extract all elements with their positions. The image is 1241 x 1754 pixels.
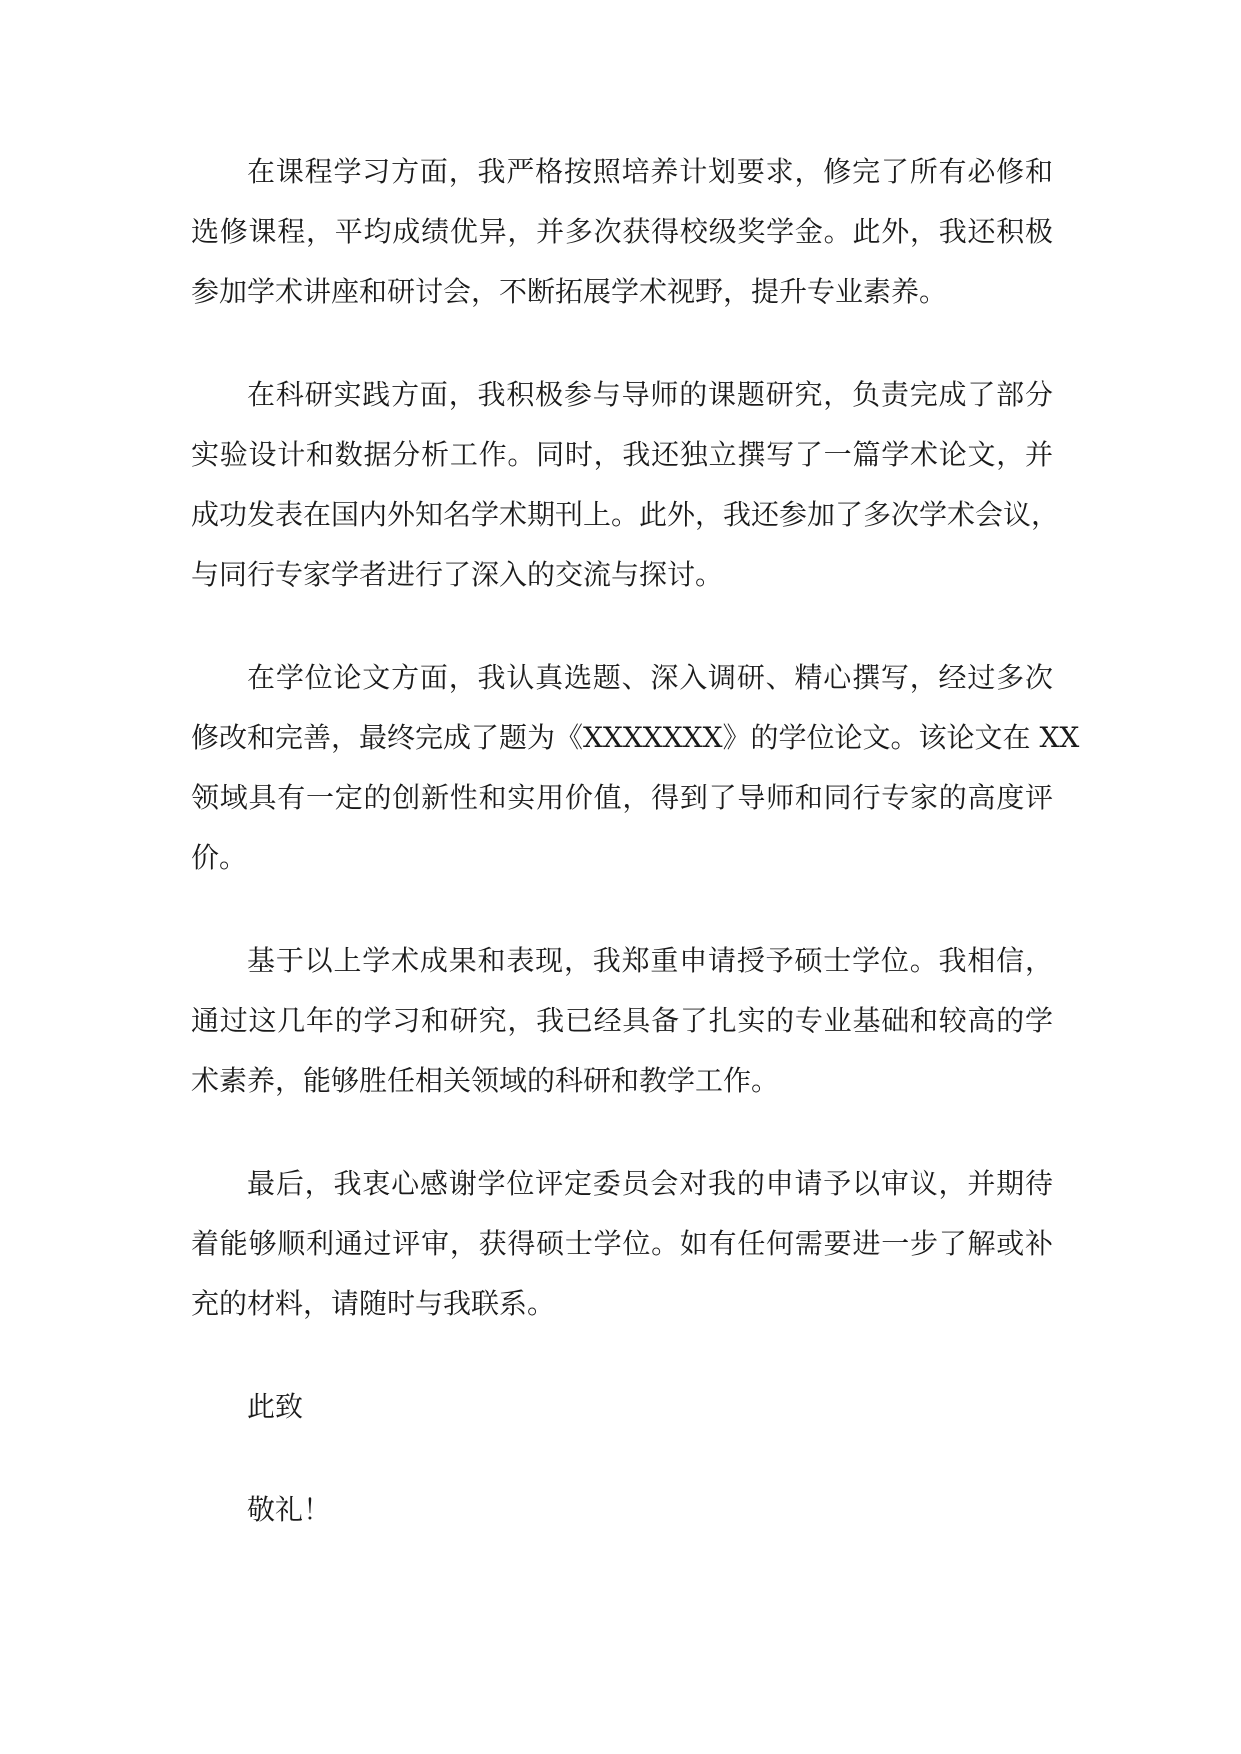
paragraph-line: 实验设计和数据分析工作。同时，我还独立撰写了一篇学术论文，并: [191, 438, 1053, 471]
paragraph-course-study: [191, 142, 1053, 322]
paragraph-spacer: [191, 322, 1053, 365]
paragraph-line: 领域具有一定的创新性和实用价值，得到了导师和同行专家的高度评: [191, 781, 1053, 814]
paragraph-spacer: [191, 888, 1053, 931]
paragraph-line: 修改和完善，最终完成了题为《XXXXXXX》的学位论文。该论文在 XX: [191, 721, 1080, 754]
closing-regards: 敬礼！: [247, 1493, 332, 1526]
paragraph-line: 在课程学习方面，我严格按照培养计划要求，修完了所有必修和: [247, 155, 1053, 188]
paragraph-thanks: [191, 1154, 1053, 1334]
paragraph-line: 通过这几年的学习和研究，我已经具备了扎实的专业基础和较高的学: [191, 1004, 1053, 1037]
paragraph-line: 充的材料，请随时与我联系。: [191, 1287, 556, 1320]
paragraph-spacer: [191, 605, 1053, 648]
letter-body: [191, 142, 1080, 1540]
paragraph-line: 着能够顺利通过评审，获得硕士学位。如有任何需要进一步了解或补: [191, 1227, 1053, 1260]
paragraph-line: 成功发表在国内外知名学术期刊上。此外，我还参加了多次学术会议，: [191, 498, 1060, 531]
paragraph-line: 术素养，能够胜任相关领域的科研和教学工作。: [191, 1064, 780, 1097]
paragraph-spacer: [191, 1111, 1053, 1154]
paragraph-line: 在科研实践方面，我积极参与导师的课题研究，负责完成了部分: [247, 378, 1053, 411]
paragraph-research-practice: [191, 365, 1060, 605]
paragraph-spacer: [191, 1437, 1053, 1480]
paragraph-degree-application: [191, 931, 1053, 1111]
paragraph-line: 选修课程，平均成绩优异，并多次获得校级奖学金。此外，我还积极: [191, 215, 1053, 248]
paragraph-line: 价。: [191, 841, 248, 874]
paragraph-thesis: [191, 648, 1080, 888]
paragraph-line: 基于以上学术成果和表现，我郑重申请授予硕士学位。我相信，: [247, 944, 1053, 977]
paragraph-line: 与同行专家学者进行了深入的交流与探讨。: [191, 558, 724, 591]
paragraph-line: 最后，我衷心感谢学位评定委员会对我的申请予以审议，并期待: [247, 1167, 1053, 1200]
paragraph-spacer: [191, 1334, 1053, 1377]
closing-salutation: 此致: [247, 1390, 304, 1423]
paragraph-line: 在学位论文方面，我认真选题、深入调研、精心撰写，经过多次: [247, 661, 1053, 694]
paragraph-line: 参加学术讲座和研讨会，不断拓展学术视野，提升专业素养。: [191, 275, 948, 308]
